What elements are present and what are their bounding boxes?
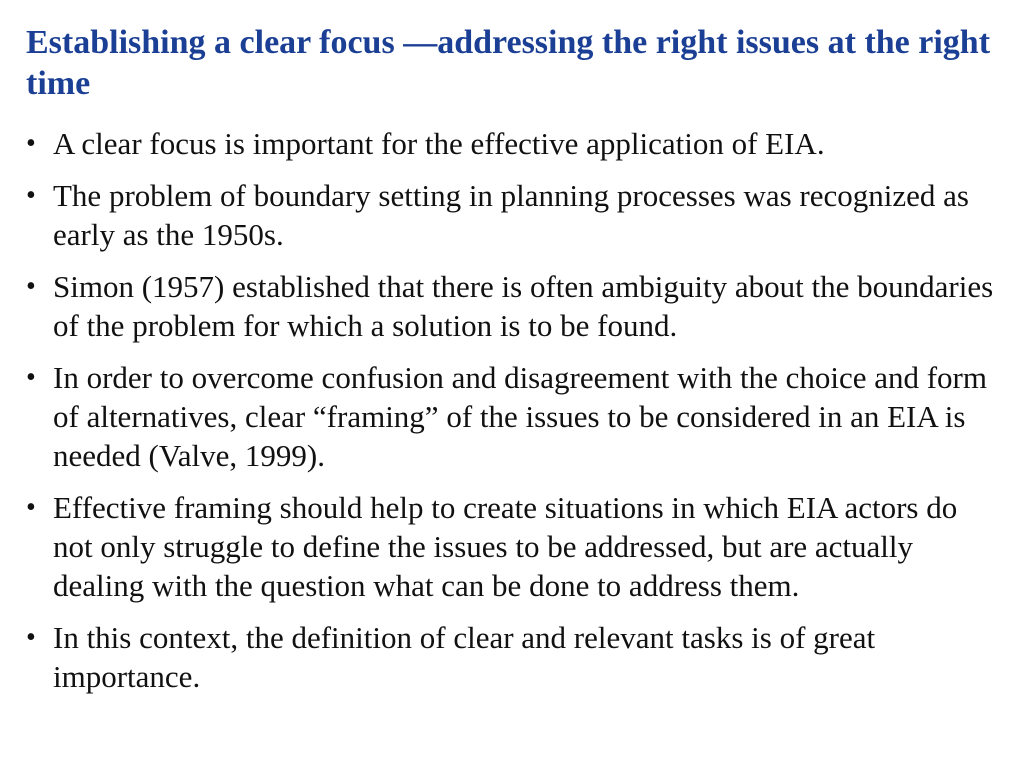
bullet-text: In order to overcome confusion and disagreement with the choice and form of alternatives, clear “framing” of the issues to be considered in an EIA is needed (Valve, 1999). <box>53 360 987 473</box>
bullet-point-icon: • <box>26 622 36 653</box>
bullet-text: A clear focus is important for the effective application of EIA. <box>53 126 825 161</box>
bullet-point-icon: • <box>26 492 36 523</box>
slide-title: Establishing a clear focus —addressing the right issues at the right time <box>26 24 991 102</box>
bullet-item <box>0 267 1024 345</box>
bullet-point-icon: • <box>26 362 36 393</box>
bullet-item <box>0 358 1024 475</box>
bullet-text: Simon (1957) established that there is often ambiguity about the boundaries of the problem for which a solution is to be found. <box>53 269 994 343</box>
bullet-item <box>0 488 1024 605</box>
bullet-list <box>0 124 1024 709</box>
bullet-text: In this context, the definition of clear and relevant tasks is of great importance. <box>53 620 876 694</box>
bullet-text: The problem of boundary setting in planning processes was recognized as early as the 1950s. <box>53 178 969 252</box>
bullet-item <box>0 618 1024 696</box>
bullet-point-icon: • <box>26 271 36 302</box>
bullet-item <box>0 124 1024 163</box>
bullet-item <box>0 176 1024 254</box>
bullet-point-icon: • <box>26 180 36 211</box>
bullet-point-icon: • <box>26 128 36 159</box>
bullet-text: Effective framing should help to create situations in which EIA actors do not only struggle to define the issues to be addressed, but are actually dealing with the question what can be done to address them. <box>53 490 958 603</box>
